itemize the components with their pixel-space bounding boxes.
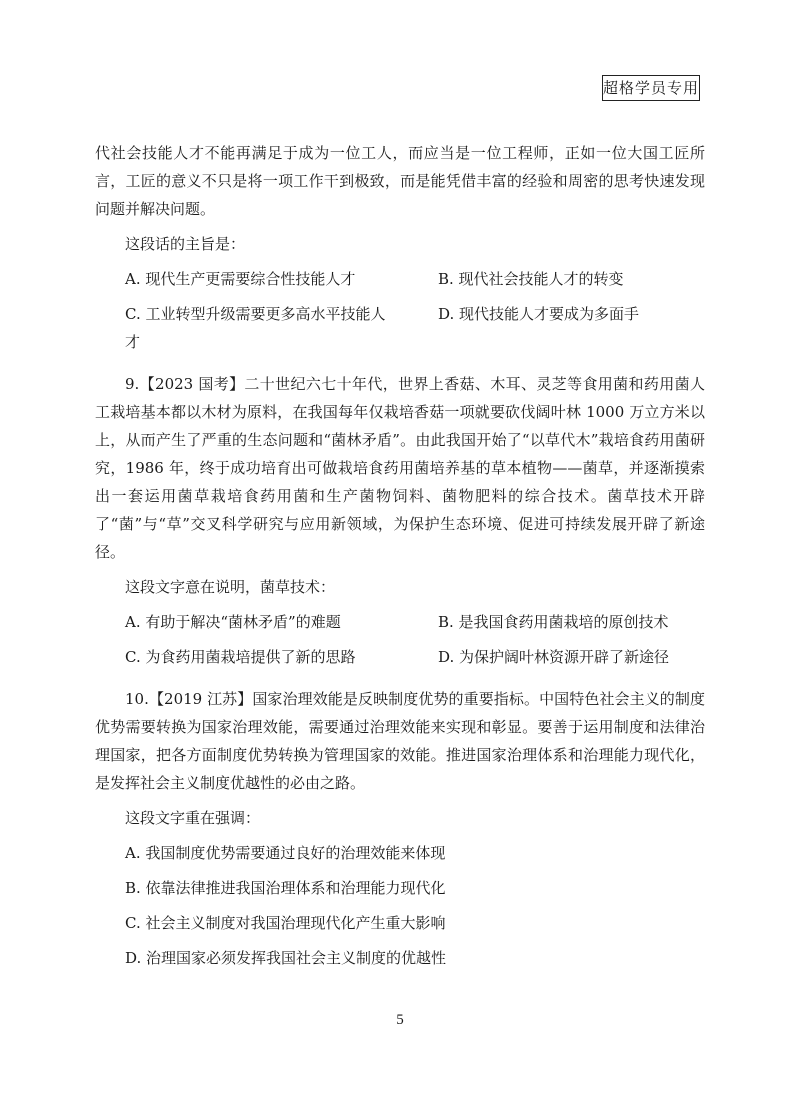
q8-option-b[interactable]: B. 现代社会技能人才的转变 xyxy=(438,270,624,288)
q9-passage: 9.【2023 国考】二十世纪六七十年代，世界上香菇、木耳、灵芝等食用菌和药用菌人工栽培基本都以木材为原料，在我国每年仅栽培香菇一项就要砍伐阔叶林 1000 万立方米以上，从而产生了严重的生态问题和“菌林矛盾”。由此我国开始了“以草代木”栽培食药用菌研究，1986 年，终于成功培育出可做栽培食药用菌培养基的草本植物——菌草，并逐渐摸索出一套运用菌草栽培食药用菌和生产菌物饲料、菌物肥料的综合技术。菌草技术开辟了“菌”与“草”交叉科学研究与应用新领域，为保护生态环境、促进可持续发展开辟了新途径。 xyxy=(95,375,705,561)
q8-passage-continued: 代社会技能人才不能再满足于成为一位工人，而应当是一位工程师，正如一位大国工匠所言，工匠的意义不只是将一项工作干到极致，而是能凭借丰富的经验和周密的思考快速发现问题并解决问题。 xyxy=(95,144,705,218)
page-number: 5 xyxy=(396,1012,404,1028)
q10-option-b[interactable]: B. 依靠法律推进我国治理体系和治理能力现代化 xyxy=(125,879,446,897)
question-content xyxy=(95,139,705,979)
q9-option-b[interactable]: B. 是我国食药用菌栽培的原创技术 xyxy=(438,613,669,631)
q8-option-c[interactable]: C. 工业转型升级需要更多高水平技能人才 xyxy=(125,305,386,351)
student-only-badge: 超格学员专用 xyxy=(602,75,700,101)
q8-stem: 这段话的主旨是： xyxy=(125,235,246,253)
q9-option-c[interactable]: C. 为食药用菌栽培提供了新的思路 xyxy=(125,648,356,666)
q8-option-d[interactable]: D. 现代技能人才要成为多面手 xyxy=(438,305,640,323)
q10-passage: 10.【2019 江苏】国家治理效能是反映制度优势的重要指标。中国特色社会主义的制度优势需要转换为国家治理效能，需要通过治理效能来实现和彰显。要善于运用制度和法律治理国家，把各方面制度优势转换为管理国家的效能。推进国家治理体系和治理能力现代化，是发挥社会主义制度优越性的必由之路。 xyxy=(95,690,705,792)
q10-option-c[interactable]: C. 社会主义制度对我国治理现代化产生重大影响 xyxy=(125,914,446,932)
q9-option-a[interactable]: A. 有助于解决“菌林矛盾”的难题 xyxy=(125,613,341,631)
q9-option-d[interactable]: D. 为保护阔叶林资源开辟了新途径 xyxy=(438,648,670,666)
q8-option-a[interactable]: A. 现代生产更需要综合性技能人才 xyxy=(125,270,356,288)
q10-option-d[interactable]: D. 治理国家必须发挥我国社会主义制度的优越性 xyxy=(125,949,447,967)
q10-option-a[interactable]: A. 我国制度优势需要通过良好的治理效能来体现 xyxy=(125,844,446,862)
q8-options xyxy=(95,265,705,363)
q9-options xyxy=(95,608,705,678)
q10-stem: 这段文字重在强调： xyxy=(125,809,261,827)
q9-stem: 这段文字意在说明，菌草技术： xyxy=(125,578,336,596)
